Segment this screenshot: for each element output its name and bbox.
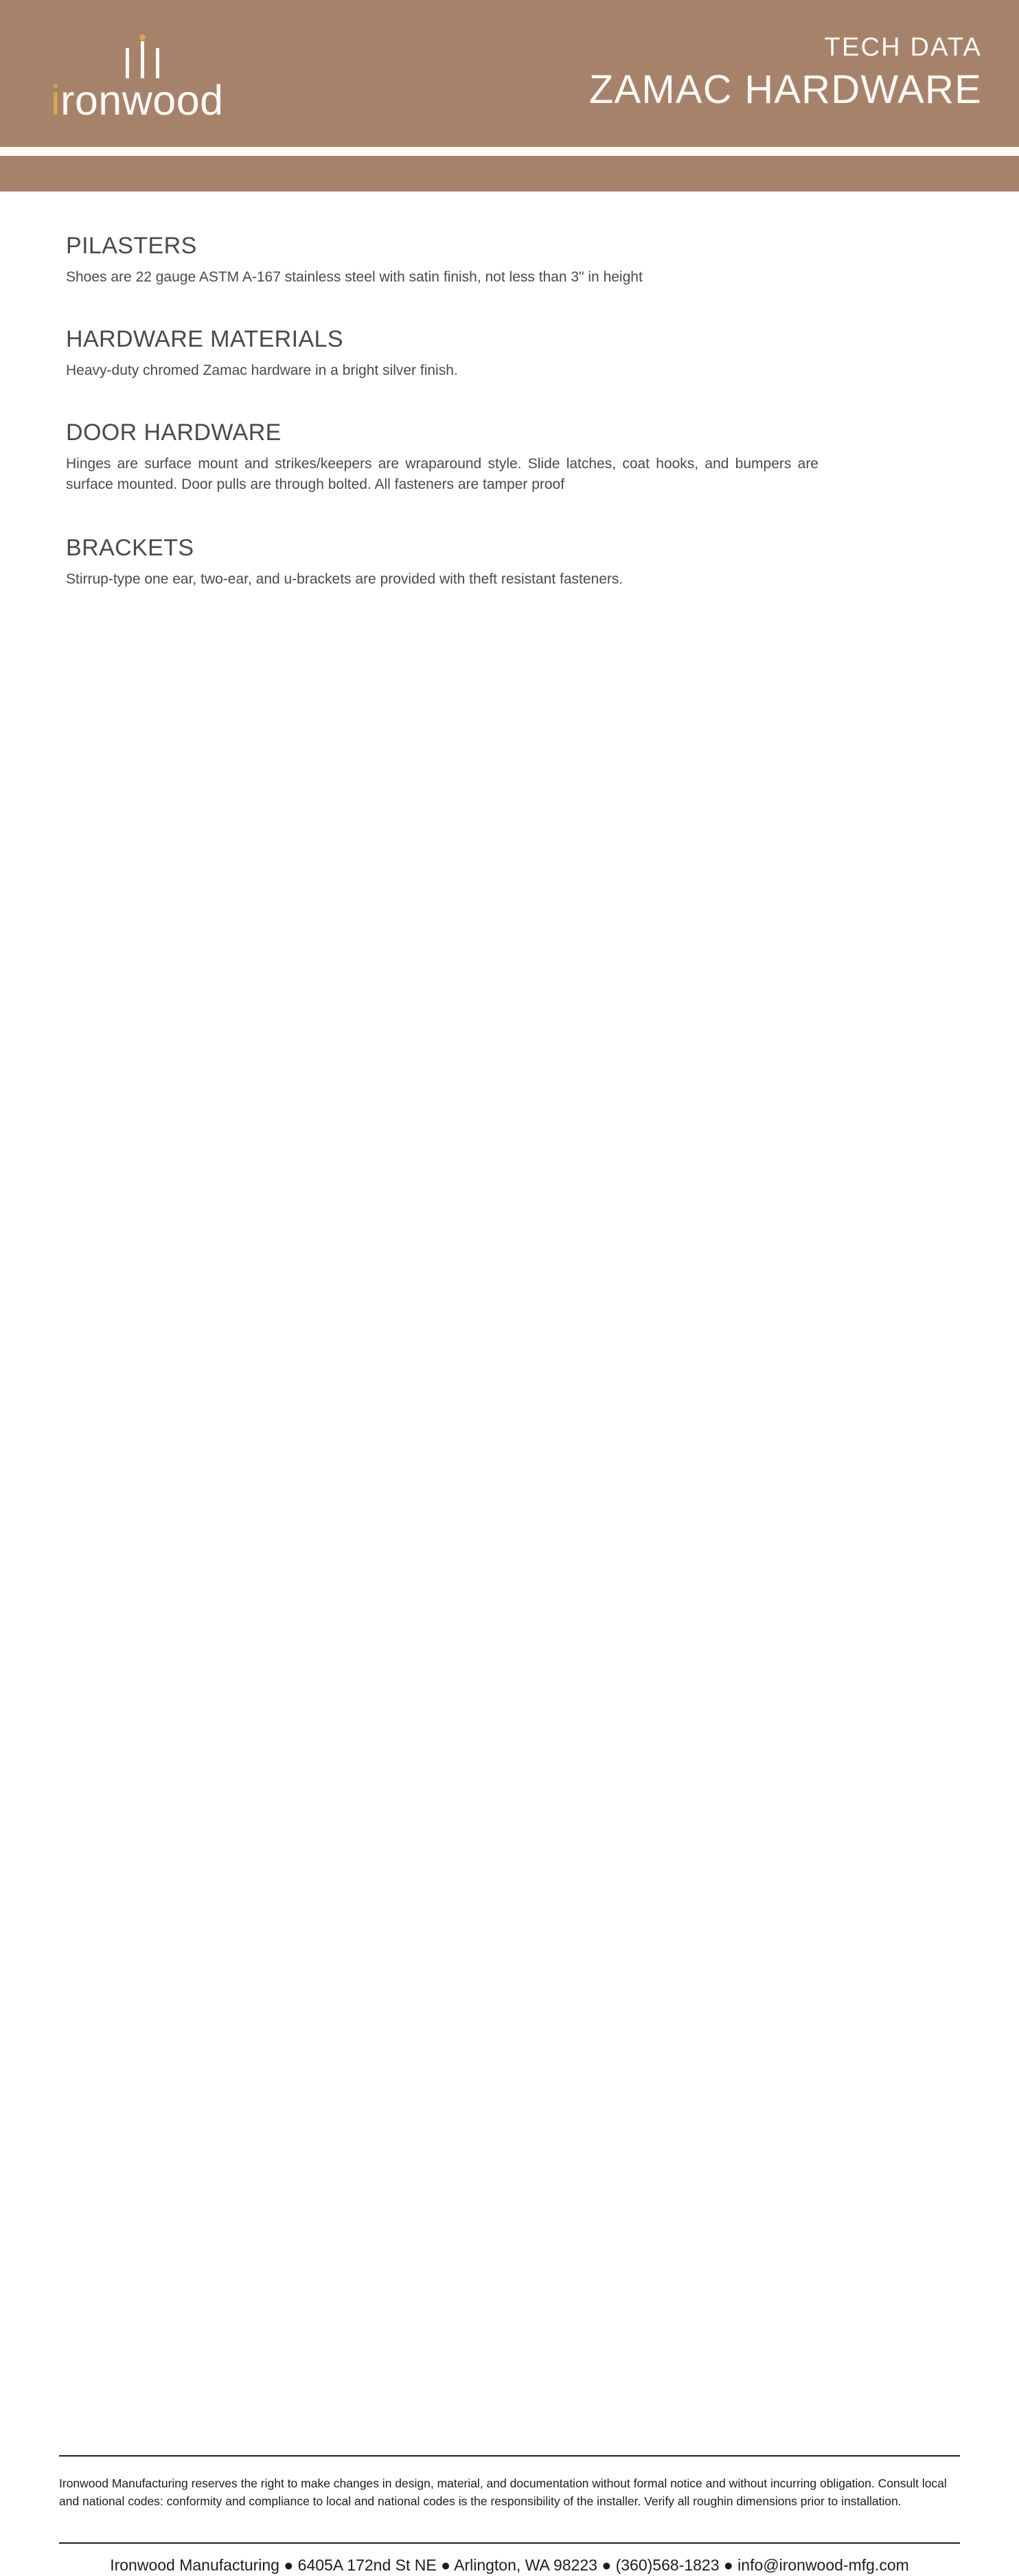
logo-wordmark: [51, 77, 224, 124]
footer-contact-line: Ironwood Manufacturing ● 6405A 172nd St NE ● Arlington, WA 98223 ● (360)568-1823 ● info@ironwood-mfg.com: [110, 2556, 909, 2574]
logo-wordmark-first-letter: i: [51, 77, 61, 124]
section-title-door-hardware: DOOR HARDWARE: [66, 419, 282, 446]
logo-wordmark-rest: ronwood: [60, 77, 224, 124]
ironwood-logo: [51, 29, 277, 125]
section-hardware-materials: [66, 327, 818, 382]
footer-top-divider: [59, 2455, 960, 2457]
logo-accent-dot-icon: [139, 34, 146, 41]
section-body-door-hardware: Hinges are surface mount and strikes/keepers are wraparound style. Slide latches, coat hooks, and bumpers are surface mounted. Door pulls are through bolted. All fasteners are tamper proof: [66, 456, 818, 493]
header-divider-gap: [0, 147, 1019, 156]
section-body-hardware-materials: Heavy-duty chromed Zamac hardware in a bright silver finish.: [66, 363, 458, 379]
footer-disclaimer: Ironwood Manufacturing reserves the right to make changes in design, material, and documentation without formal notice and without incurring obligation. Consult local and national codes: conformity and compliance to local and national codes is the responsibility of the installer. Verify all roughin dimensions prior to installation.: [59, 2476, 947, 2509]
section-title-pilasters: PILASTERS: [66, 233, 197, 259]
section-pilasters: [66, 233, 818, 288]
logo-bar-middle-icon: [141, 41, 144, 78]
footer-bottom-divider: [59, 2542, 960, 2544]
section-body-pilasters: Shoes are 22 gauge ASTM A-167 stainless steel with satin finish, not less than 3" in height: [66, 269, 643, 286]
section-body-brackets: Stirrup-type one ear, two-ear, and u-brackets are provided with theft resistant fasteners.: [66, 571, 623, 588]
logo-bar-left-icon: [126, 48, 129, 78]
header-accent-band: [0, 156, 1019, 192]
ironwood-logo-mark-icon: [123, 29, 164, 78]
section-title-hardware-materials: HARDWARE MATERIALS: [66, 325, 343, 352]
section-brackets: [66, 536, 818, 590]
main-content: [66, 233, 818, 590]
logo-bar-right-icon: [156, 48, 159, 78]
header-kicker: TECH DATA: [824, 33, 982, 62]
header-title-block: [364, 34, 982, 110]
section-door-hardware: [66, 420, 818, 496]
page-title: ZAMAC HARDWARE: [588, 67, 982, 112]
section-title-brackets: BRACKETS: [66, 534, 194, 561]
